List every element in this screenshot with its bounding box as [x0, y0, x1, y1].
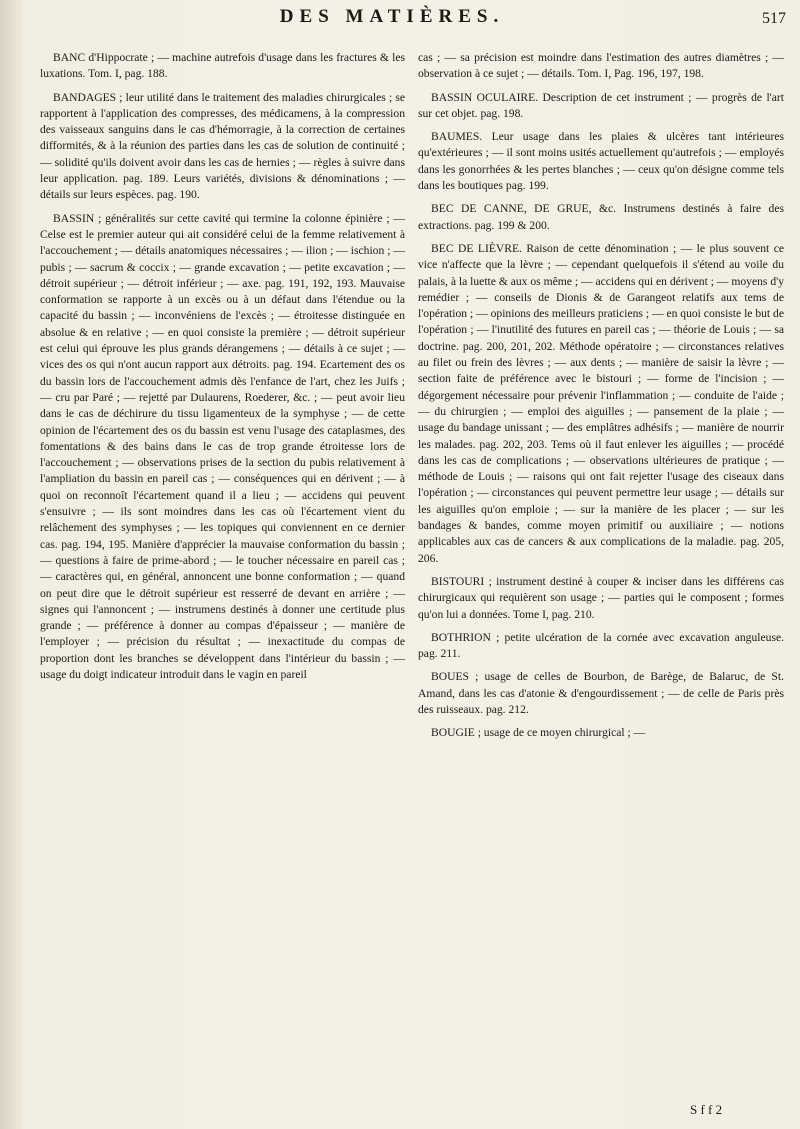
index-entry: BEC DE CANNE, DE GRUE, &c. Instrumens destinés à faire des extractions. pag. 199 & 200. [418, 202, 784, 232]
index-entry: BOTHRION ; petite ulcération de la cornée avec excavation anguleuse. pag. 211. [418, 630, 784, 661]
left-column [40, 50, 405, 690]
page-header [0, 6, 800, 42]
index-entry: BASSIN OCULAIRE. Description de cet instrument ; — progrès de l'art sur cet objet. pag. 198. [418, 90, 784, 120]
page-number: 517 [762, 10, 786, 27]
right-column [418, 50, 784, 749]
index-entry: BAUMES. Leur usage dans les plaies & ulcères tant intérieures qu'extérieures ; — il sont moins usités actuellement qu'autrefois ; — employés dans les gonorrhées & les pertes blanches ; — ceux qu'on désigne comme tels dans les boutiques pag. 199. [418, 130, 784, 193]
signature-mark: S f f 2 [690, 1102, 723, 1117]
index-entry: BOUGIE ; usage de ce moyen chirurgical ; — [431, 726, 646, 740]
index-entry: BASSIN ; généralités sur cette cavité qui termine la colonne épinière ; — Celse est le premier auteur qui ait considéré celui de la femme relativement à l'accouchement ; — détails anatomiques nécessaires ; — ilion ; — ischion ; — pubis ; — sacrum & coccix ; — grande excavation ; — petite excavation ; — détroit supérieur ; — détroit inférieur ; — axe. pag. 191, 192, 193. Mauvaise conformation se rapporte à un excès ou à un défaut dans l'étendue ou la capacité du bassin ; — inconvéniens de l'excès ; — étroitesse distinguée en absolue & en relative ; — en quoi consiste la première ; — détroit supérieur est celui qui éprouve les plus grands dérangemens ; — détails à ce sujet ; — vices des os qui n'ont aucun rapport aux détroits. pag. 194. Ecartement des os du bassin lors de l'accouchement admis dès l'enfance de l'art, chez les Juifs ; — cru par Paré ; — rejetté par Dulaurens, Roederer, &c. ; — peut avoir lieu dans le cas de déchirure du tissu ligamenteux de la symphyse ; — de cette opinion de l'écartement des os du bassin est venu l'usage des cataplasmes, des fomentations & des bains dans le cas de trop grande étroitesse lors de l'accouchement ; — observations prises de la section du pubis relativement à l'ampliation du bassin en pareil cas ; — conséquences qui en dérivent ; — à quoi on reconnoît l'écartement quand il a lieu ; — accidens qui peuvent s'ensuivre ; — ils sont moindres dans les cas où l'écartement vient du relâchement des symphyses ; — les topiques qui conviennent en ce dernier cas. pag. 194, 195. Manière d'apprécier la mauvaise conformation du bassin ; — questions à faire de prime-abord ; — le toucher nécessaire en pareil cas ; — caractères qui, en général, annoncent une bonne conformation ; — quand on peut dire que le détroit supérieur est resserré de devant en arrière ; — signes qui l'annoncent ; — instrumens destinés à donner une certitude plus grande ; — préférence à donner au compas d'épaisseur ; — manière de l'employer ; — précision du résultat ; — inexactitude du compas de proportion dont les branches se développent dans l'intérieur du bassin ; — usage du doigt indicateur introduit dans le vagin en pareil [40, 211, 405, 681]
index-entry: BOUES ; usage de celles de Bourbon, de Barège, de Balaruc, de St. Amand, dans les cas d'atonie & d'engourdissement ; — de celle de Paris près des ruisseaux. pag. 212. [418, 670, 784, 716]
running-head: DES MATIÈRES. [279, 6, 505, 27]
index-entry: cas ; — sa précision est moindre dans l'estimation des autres diamètres ; — observation à ce sujet ; — détails. Tom. I, Pag. 196, 197, 198. [418, 51, 784, 81]
index-entry: BISTOURI ; instrument destiné à couper & inciser dans les différens cas chirurgicaux qui requièrent son usage ; — parties qui le composent ; formes qu'on lui a données. Tome I, pag. 210. [418, 574, 784, 621]
index-entry: BEC DE LIÈVRE. Raison de cette dénomination ; — le plus souvent ce vice n'affecte que la lèvre ; — cependant quelquefois il s'étend au voile du palais, à la luette & aux os même ; — accidens qui en dérivent ; — moyens d'y remédier ; — conseils de Dionis & de Garangeot relatifs aux tems de l'opération ; — opinions des meilleurs praticiens ; — en quoi consiste le but de l'opération ; — l'inutilité des futures en pareil cas ; — théorie de Louis ; — sa doctrine. pag. 200, 201, 202. Méthode opératoire ; — circonstances relatives au filet ou frein des lèvres ; — aux dents ; — manière de saisir la lèvre ; — section faite de préférence avec le bistouri ; — forme de l'incision ; — dégorgement nécessaire pour prévenir l'inflammation ; — conduite de l'aide ; — du chirurgien ; — emploi des aiguilles ; — pansement de la plaie ; — usage du bandage unissant ; — des emplâtres adhésifs ; — manière de nourrir les malades. pag. 202, 203. Tems où il faut enlever les aiguilles ; — procédé dans les cas de complications ; — observations ultérieures de pratique ; — méthode de Louis ; — raisons qui ont fait rejetter l'usage des ciseaux dans l'opération ; — circonstances qui peuvent permettre leur usage ; — détails sur les aiguilles qu'on emploie ; — sur la manière de les placer ; — sur les bandages & bandes, comme moyen primitif ou auxiliaire ; — notions applicables aux cas de cancers & aux complications de la maladie. pag. 205, 206. [418, 241, 784, 565]
page-gutter-shadow [0, 0, 22, 1129]
index-entry: BANC d'Hippocrate ; — machine autrefois d'usage dans les fractures & les luxations. Tom. I, pag. 188. [40, 51, 405, 81]
index-entry: BANDAGES ; leur utilité dans le traitement des maladies chirurgicales ; se rapportent à l'application des compresses, des médicamens, à la compression des vaisseaux sanguins dans le cas d'hémorragie, à la correction de certaines difformités, & à la réunion des parties dans les cas de solution de continuité ; — solidité qu'ils doivent avoir dans les cas de hernies ; — règles à suivre dans leur application. pag. 189. Leurs variétés, divisions & dénominations ; — détails sur leurs espèces. pag. 190. [40, 90, 405, 202]
